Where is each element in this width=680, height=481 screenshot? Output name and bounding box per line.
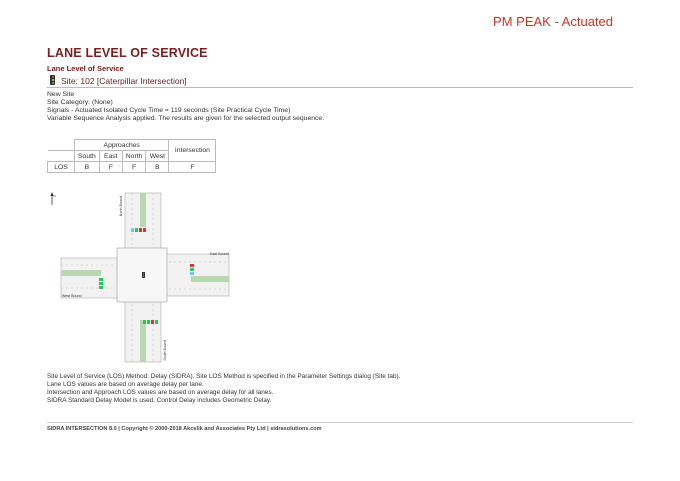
col-east: East [99,151,122,162]
signal-icon [142,272,145,278]
col-west: West [146,151,169,162]
los-summary-table [47,139,216,173]
lane-los-marker [190,264,194,267]
lane-los-marker [139,228,142,232]
footer-copyright: SIDRA INTERSECTION 8.0 | Copyright © 2000-2018 Akcelik and Associates Pty Ltd | sidrasolutions.com [47,426,322,432]
note-approach-los: Intersection and Approach LOS values are based on average delay for all lanes. [47,389,274,396]
note-lane-los: Lane LOS values are based on average delay per lane. [47,381,204,388]
lane-los-marker [99,282,103,285]
north-arrow-icon [50,192,55,205]
info-line-signals: Signals - Actuated Isolated Cycle Time = 119 seconds (Site Practical Cycle Time) [47,107,291,114]
approaches-header: Approaches [75,140,169,151]
los-west: B [146,162,169,173]
label-south-bound: South Bound [163,340,167,361]
page-title: LANE LEVEL OF SERVICE [47,46,208,60]
col-north: North [122,151,146,162]
row-los-label: LOS [48,162,75,173]
lane-los-marker [151,320,154,324]
lane-los-marker [147,320,150,324]
note-los-method: Site Level of Service (LOS) Method: Delay (SIDRA). Site LOS Method is specified in the Parameter Settings dialog (Site tab). [47,373,401,380]
lane-los-marker [143,320,146,324]
page-subtitle: Lane Level of Service [47,64,124,73]
traffic-light-icon [50,75,55,85]
lane-los-marker [155,320,158,324]
los-south: B [75,162,100,173]
info-line-site: New Site [47,91,75,98]
info-line-category: Site Category: (None) [47,99,113,106]
info-line-sequence: Variable Sequence Analysis applied. The results are given for the selected output sequence. [47,115,325,122]
east-median [191,276,229,282]
los-intersection: F [169,162,216,173]
label-east-bound: East Bound [210,252,229,256]
lane-los-marker [190,272,194,275]
intersection-diagram [47,190,237,370]
site-header [47,75,633,88]
intersection-header: Intersection [169,140,216,162]
east-road [161,254,229,296]
scenario-title: PM PEAK - Actuated [493,14,613,29]
label-north-bound: North Bound [119,196,123,217]
west-median [61,270,101,276]
north-median [140,193,146,227]
lane-los-marker [131,228,134,232]
east-approach-lanes [190,264,194,275]
west-road [61,258,125,298]
lane-los-marker [99,286,103,289]
south-median [140,320,146,362]
label-west-bound: West Bound [62,294,82,298]
footer-divider [47,422,633,423]
lane-los-marker [135,228,138,232]
lane-los-marker [143,228,146,232]
lane-los-marker [190,268,194,271]
lane-los-marker [99,278,103,281]
site-label: Site: 102 [Caterpillar Intersection] [61,76,187,86]
note-delay-model: SIDRA Standard Delay Model is used. Control Delay includes Geometric Delay. [47,397,272,404]
svg-text:N: N [53,194,56,198]
los-east: F [99,162,122,173]
west-approach-lanes [99,278,103,289]
los-north: F [122,162,146,173]
col-south: South [75,151,100,162]
